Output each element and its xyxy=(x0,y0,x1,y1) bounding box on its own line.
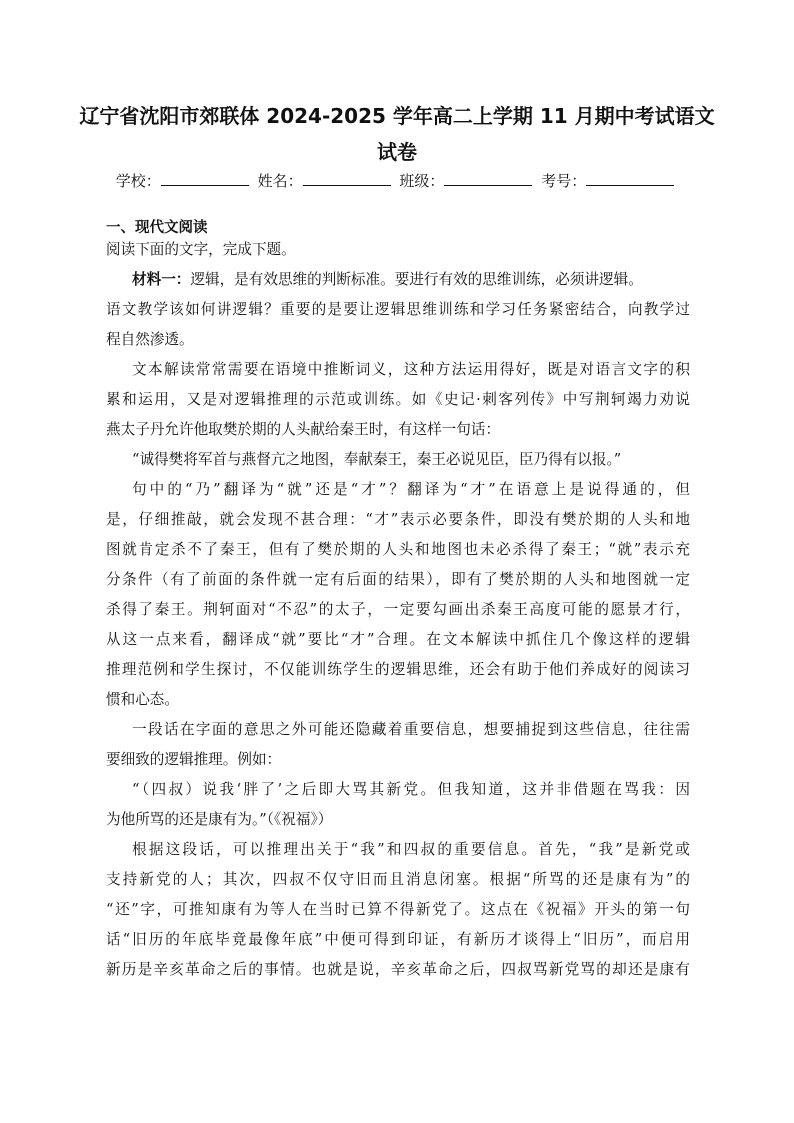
section-heading: 一、现代文阅读 xyxy=(106,220,208,236)
material-line: “还”字，可推知康有为等人在当时已算不得新党了。这点在《祝福》开头的第一句 xyxy=(106,901,690,918)
class-label: 班级： xyxy=(399,172,445,190)
material-line: 一段话在字面的意思之外可能还隐藏着重要信息，想要捕捉到这些信息，往往需 xyxy=(132,721,690,738)
material-line: 惯和心态。 xyxy=(106,691,179,708)
exam-title-line-2: 试卷 xyxy=(377,140,417,164)
school-blank[interactable] xyxy=(161,171,249,186)
material-line: 语文教学该如何讲逻辑？重要的是要让逻辑思维训练和学习任务紧密结合，向教学过 xyxy=(106,301,690,318)
material-line: 句中的“乃”翻译为“就”还是“才”？翻译为“才”在语意上是说得通的，但 xyxy=(132,481,690,498)
school-label: 学校： xyxy=(115,172,161,190)
quotation-line: “诚得樊将军首与燕督亢之地图，奉献秦王，秦王必说见臣，臣乃得有以报。” xyxy=(132,451,622,468)
exam-title-line-1: 辽宁省沈阳市郊联体 2024-2025 学年高二上学期 11 月期中考试语文 xyxy=(79,104,715,128)
class-blank[interactable] xyxy=(444,171,532,186)
material-line: 图就肯定杀不了秦王，但有了樊於期的人头和地图也未必杀得了秦王；“就”表示充 xyxy=(106,541,690,558)
quotation-line: 为他所骂的还是康有为。”（《祝福》） xyxy=(106,811,333,828)
material-line: 是，仔细推敲，就会发现不甚合理：“才”表示必要条件，即没有樊於期的人头和地 xyxy=(106,511,690,528)
material-line: 文本解读常常需要在语境中推断词义，这种方法运用得好，既是对语言文字的积 xyxy=(132,361,690,378)
material-line: 推理范例和学生探讨，不仅能训练学生的逻辑思维，还会有助于他们养成好的阅读习 xyxy=(106,661,690,678)
material-line: 新历是辛亥革命之后的事情。也就是说，辛亥革命之后，四叔骂新党骂的却还是康有 xyxy=(106,961,690,978)
material-line: 支持新党的人；其次，四叔不仅守旧而且消息闭塞。根据“所骂的还是康有为”的 xyxy=(106,871,690,888)
material-line: 话“旧历的年底毕竟最像年底”中便可得到印证，有新历才谈得上“旧历”，而启用 xyxy=(106,931,690,948)
section-instruction: 阅读下面的文字，完成下题。 xyxy=(106,241,296,258)
material-line: 程自然渗透。 xyxy=(106,331,194,348)
material-line: 杀得了秦王。荆轲面对“不忍”的太子，一定要勾画出杀秦王高度可能的愿景才行， xyxy=(106,601,690,618)
material-line: 从这一点来看，翻译成“就”要比“才”合理。在文本解读中抓住几个像这样的逻辑 xyxy=(106,631,690,648)
name-blank[interactable] xyxy=(303,171,391,186)
material-line: 分条件（有了前面的条件就一定有后面的结果），即有了樊於期的人头和地图就一定 xyxy=(106,571,690,588)
material-line: 燕太子丹允许他取樊於期的人头献给秦王时，有这样一句话： xyxy=(106,421,501,438)
material-label: 材料一： xyxy=(132,271,191,288)
student-info-row xyxy=(0,170,794,191)
exam-number-blank[interactable] xyxy=(586,171,674,186)
name-label: 姓名： xyxy=(257,172,303,190)
material-line: 累和运用，又是对逻辑推理的示范或训练。如《史记·刺客列传》中写荆轲竭力劝说 xyxy=(106,391,690,408)
material-line: 材料一：逻辑，是有效思维的判断标准。要进行有效的思维训练，必须讲逻辑。 xyxy=(132,271,643,288)
exam-number-label: 考号： xyxy=(541,172,587,190)
quotation-line: “（四叔）说我‘胖了’之后即大骂其新党。但我知道，这并非借题在骂我：因 xyxy=(132,781,690,798)
material-line: 要细致的逻辑推理。例如： xyxy=(106,751,282,768)
material-line: 根据这段话，可以推理出关于“我”和四叔的重要信息。首先，“我”是新党或 xyxy=(132,841,690,858)
